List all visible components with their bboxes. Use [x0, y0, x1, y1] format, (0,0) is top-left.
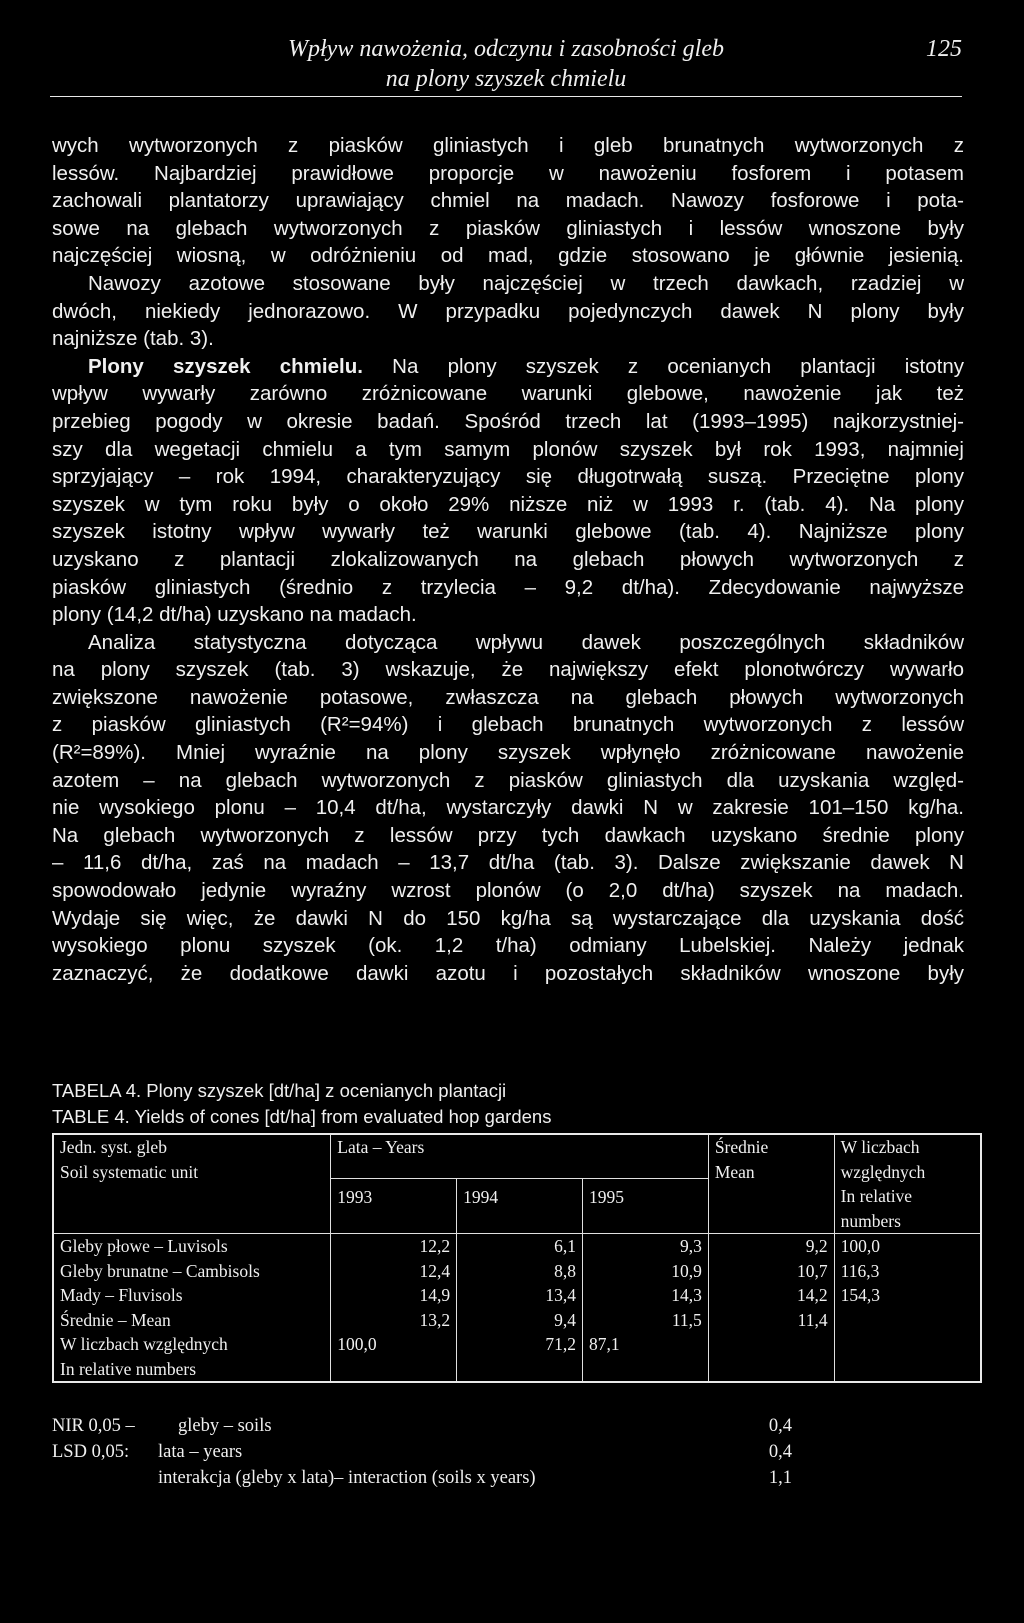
- cell-value: 87,1: [582, 1332, 708, 1357]
- header-mean: [708, 1134, 834, 1234]
- cell-mean: [708, 1332, 834, 1357]
- interaction-value: 1,1: [768, 1468, 792, 1488]
- running-head: [50, 30, 962, 97]
- cell-value: 100,0: [331, 1332, 457, 1357]
- text-line: zachowali plantatorzy uprawiający chmiel na madach. Nawozy fosforowe i pota-: [52, 189, 964, 213]
- header-text: In relative: [840, 1186, 913, 1206]
- cell-value: 12,2: [331, 1234, 457, 1259]
- table-row: [53, 1234, 981, 1259]
- cell-value: 13,4: [457, 1283, 583, 1308]
- cell-relative: 116,3: [834, 1259, 981, 1284]
- text-line: sprzyjający – rok 1994, charakteryzujący się długotrwałą suszą. Przeciętne plony: [52, 465, 964, 489]
- row-label: W liczbach względnych: [53, 1332, 331, 1357]
- text-line: Analiza statystyczna dotycząca wpływu dawek poszczególnych składników: [88, 630, 964, 654]
- table-caption-en: TABLE 4. Yields of cones [dt/ha] from evaluated hop gardens: [52, 1106, 552, 1127]
- section-heading: Plony szyszek chmielu.: [88, 354, 363, 378]
- text-line: sowe na glebach wytworzonych z piasków gliniastych i lessów wnoszone były: [52, 216, 964, 240]
- text-line: szy dla wegetacji chmielu a tym samym plonów szyszek był rok 1993, najmniej: [52, 437, 964, 461]
- lsd-value: 0,4: [768, 1442, 792, 1462]
- text-line: na plony szyszek (tab. 3) wskazuje, że największy efekt plonotwórczy wywarło: [52, 658, 964, 682]
- text-line: z piasków gliniastych (R²=94%) i glebach brunatnych wytworzonych z lessów: [52, 713, 964, 737]
- cell-value: 9,3: [582, 1234, 708, 1259]
- cell-mean: 14,2: [708, 1283, 834, 1308]
- table-row: [53, 1283, 981, 1308]
- text-span: Na plony szyszek z ocenianych plantacji istotny: [392, 354, 964, 378]
- header-text: względnych: [840, 1161, 926, 1182]
- text-line: spowodowało jedynie wyraźny wzrost plonów (o 2,0 dt/ha) szyszek na madach.: [52, 879, 964, 903]
- text-line: lessów. Najbardziej prawidłowe proporcje w nawożeniu fosforem i potasem: [52, 161, 964, 185]
- page-number: 125: [926, 36, 962, 62]
- header-text: Jedn. syst. gleb: [60, 1137, 167, 1157]
- body-text: [52, 132, 964, 987]
- header-soil-unit: [53, 1134, 331, 1234]
- yield-table: [52, 1133, 982, 1383]
- running-title-line-2: na plony szyszek chmielu: [385, 66, 627, 92]
- cell-value: [331, 1357, 457, 1383]
- text-line: (R²=89%). Mniej wyraźnie na plony szyszek wpłynęło zróżnicowane nawożenie: [52, 741, 964, 765]
- text-line: przebieg pogody w okresie badań. Spośród trzech lat (1993–1995) najkorzystniej-: [52, 409, 964, 433]
- cell-value: 10,9: [582, 1259, 708, 1284]
- header-text: Mean: [714, 1161, 755, 1182]
- text-line: zwiększone nawożenie potasowe, zwłaszcza na glebach płowych wytworzonych: [52, 685, 964, 709]
- table-header-row: [53, 1134, 981, 1179]
- cell-relative: [834, 1332, 981, 1357]
- table-caption-pl: TABELA 4. Plony szyszek [dt/ha] z ocenianych plantacji: [52, 1080, 507, 1101]
- running-title-line-1: Wpływ nawożenia, odczynu i zasobności gleb: [288, 36, 724, 62]
- cell-relative: [834, 1357, 981, 1383]
- cell-value: 8,8: [457, 1259, 583, 1284]
- text-line: szyszek w tym roku były o około 29% niższe niż w 1993 r. (tab. 4). Na plony: [52, 492, 964, 516]
- table-row: [53, 1259, 981, 1284]
- cell-relative: 100,0: [834, 1234, 981, 1259]
- header-year: 1994: [457, 1179, 583, 1234]
- row-label: Gleby brunatne – Cambisols: [53, 1259, 331, 1284]
- text-line: wysokiego plonu szyszek (ok. 1,2 t/ha) odmiany Lubelskiej. Należy jednak: [52, 934, 964, 958]
- cell-value: 11,5: [582, 1308, 708, 1333]
- lsd-text: lata – years: [158, 1442, 243, 1462]
- text-line: dwóch, niekiedy jednorazowo. W przypadku pojedynczych dawek N plony były: [52, 299, 964, 323]
- cell-value: [457, 1357, 583, 1383]
- running-title: [50, 34, 962, 94]
- text-line: zaznaczyć, że dodatkowe dawki azotu i pozostałych składników wnoszone były: [52, 961, 964, 985]
- section-heading-line: [52, 353, 964, 381]
- cell-relative: [834, 1308, 981, 1333]
- header-relative: [834, 1134, 981, 1234]
- text-line: szyszek istotny wpływ wywarły też warunki glebowe (tab. 4). Najniższe plony: [52, 520, 964, 544]
- text-line: – 11,6 dt/ha, zaś na madach – 13,7 dt/ha (tab. 3). Dalsze zwiększanie dawek N: [52, 851, 964, 875]
- text-line: azotem – na glebach wytworzonych z piasków gliniastych dla uzyskania względ-: [52, 768, 964, 792]
- interaction-text: interakcja (gleby x lata)– interaction (soils x years): [158, 1468, 536, 1488]
- text-line: wpływ wywarły zarówno zróżnicowane warunki glebowe, nawożenie jak też: [52, 382, 964, 406]
- cell-value: 6,1: [457, 1234, 583, 1259]
- lsd-row: [52, 1439, 792, 1465]
- header-text: numbers: [840, 1210, 901, 1231]
- table-caption: [52, 1078, 551, 1130]
- cell-value: 71,2: [457, 1332, 583, 1357]
- cell-value: 14,9: [331, 1283, 457, 1308]
- lsd-row: [52, 1413, 792, 1439]
- cell-mean: 11,4: [708, 1308, 834, 1333]
- nir-text: gleby – soils: [178, 1416, 272, 1436]
- cell-value: 9,4: [457, 1308, 583, 1333]
- text-line: nie wysokiego plonu – 10,4 dt/ha, wystarczyły dawki N w zakresie 101–150 kg/ha.: [52, 796, 964, 820]
- cell-mean: 10,7: [708, 1259, 834, 1284]
- cell-mean: 9,2: [708, 1234, 834, 1259]
- cell-value: 12,4: [331, 1259, 457, 1284]
- text-line: Wydaje się więc, że dawki N do 150 kg/ha są wystarczające dla uzyskania dość: [52, 906, 964, 930]
- header-year: 1995: [582, 1179, 708, 1234]
- text-line: najczęściej wiosną, w odróżnieniu od mad, gdzie stosowano je głównie jesienią.: [52, 244, 964, 268]
- header-years: Lata – Years: [331, 1134, 709, 1179]
- nir-value: 0,4: [768, 1416, 792, 1436]
- row-label: In relative numbers: [53, 1357, 331, 1383]
- text-line: uzyskano z plantacji zlokalizowanych na glebach płowych wytworzonych z: [52, 547, 964, 571]
- row-label: Gleby płowe – Luvisols: [53, 1234, 331, 1259]
- header-year: 1993: [331, 1179, 457, 1234]
- text-line: plony (14,2 dt/ha) uzyskano na madach.: [52, 603, 417, 627]
- cell-value: 13,2: [331, 1308, 457, 1333]
- lsd-row: [52, 1465, 792, 1491]
- row-label: Mady – Fluvisols: [53, 1283, 331, 1308]
- text-line: najniższe (tab. 3).: [52, 327, 214, 351]
- table-row: [53, 1357, 981, 1383]
- row-label: Średnie – Mean: [53, 1308, 331, 1333]
- cell-relative: 154,3: [834, 1283, 981, 1308]
- lsd-label: LSD 0,05:: [52, 1442, 130, 1462]
- text-line: piasków gliniastych (średnio z trzylecia – 9,2 dt/ha). Zdecydowanie najwyższe: [52, 575, 964, 599]
- text-line: Na glebach wytworzonych z lessów przy tych dawkach uzyskano średnie plony: [52, 823, 964, 847]
- text-line: Nawozy azotowe stosowane były najczęściej w trzech dawkach, rzadziej w: [88, 271, 964, 295]
- nir-label: NIR 0,05 –: [52, 1416, 135, 1436]
- table-row: [53, 1308, 981, 1333]
- cell-mean: [708, 1357, 834, 1383]
- cell-value: [582, 1357, 708, 1383]
- text-line: wych wytworzonych z piasków gliniastych i gleb brunatnych wytworzonych z: [52, 134, 964, 157]
- cell-value: 14,3: [582, 1283, 708, 1308]
- table-row: [53, 1332, 981, 1357]
- lsd-block: [52, 1413, 792, 1491]
- header-text: W liczbach: [840, 1137, 920, 1157]
- header-text: Średnie: [714, 1137, 769, 1157]
- header-text: Soil systematic unit: [60, 1161, 199, 1182]
